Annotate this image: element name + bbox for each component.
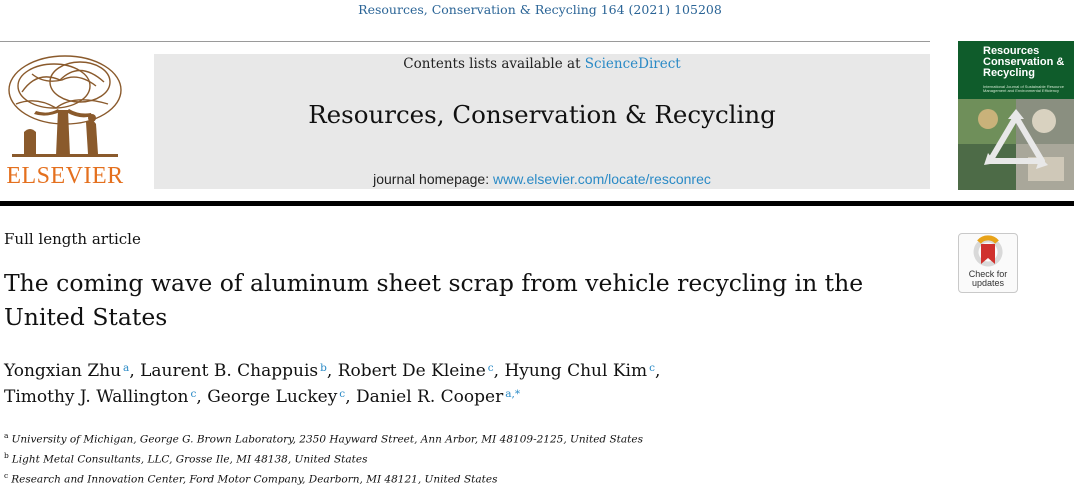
contents-prefix: Contents lists available at (403, 56, 585, 72)
cover-title-line2: Conservation & (983, 56, 1065, 68)
affiliation-text: Research and Innovation Center, Ford Motor Company, Dearborn, MI 48121, United States (11, 473, 498, 486)
check-for-updates-label (959, 270, 1017, 288)
author-name[interactable]: Timothy J. Wallington (4, 387, 189, 407)
author-separator: , (129, 361, 141, 381)
author-affiliation-ref[interactable]: b (320, 362, 327, 374)
elsevier-wordmark: ELSEVIER (6, 163, 124, 189)
elsevier-tree-icon (2, 52, 128, 162)
affiliation-text: Light Metal Consultants, LLC, Grosse Ile, MI 48138, United States (11, 453, 368, 466)
author-separator: , (654, 361, 661, 381)
article-type: Full length article (4, 230, 141, 248)
check-updates-line1: Check for (968, 269, 1008, 279)
author-separator: , (196, 387, 208, 407)
cover-recycling-image (958, 99, 1074, 190)
author-name[interactable]: George Luckey (207, 387, 338, 407)
check-for-updates-button[interactable] (958, 233, 1018, 293)
affiliation-key: a (4, 431, 9, 440)
author-name[interactable]: Laurent B. Chappuis (140, 361, 319, 381)
journal-masthead (154, 54, 930, 189)
author-name[interactable]: Hyung Chul Kim (504, 361, 648, 381)
affiliation-key: c (4, 471, 9, 480)
homepage-prefix: journal homepage: (373, 171, 493, 187)
author-separator: , (493, 361, 505, 381)
journal-homepage-link[interactable]: www.elsevier.com/locate/resconrec (493, 171, 711, 187)
masthead-divider (0, 201, 1074, 206)
affiliation-key: b (4, 451, 9, 460)
cover-title-line1: Resources (983, 45, 1040, 57)
journal-homepage-line (154, 171, 930, 187)
journal-citation: Resources, Conservation & Recycling 164 (2021) 105208 (358, 2, 722, 17)
journal-title: Resources, Conservation & Recycling (308, 100, 776, 129)
sciencedirect-link[interactable]: ScienceDirect (584, 56, 681, 72)
author-affiliation-ref[interactable]: c (487, 362, 494, 374)
author-affiliation-ref[interactable]: a (123, 362, 130, 374)
crossmark-icon (959, 234, 1017, 270)
contents-line (154, 56, 930, 72)
elsevier-logo[interactable] (2, 52, 128, 192)
author-separator: , (345, 387, 356, 407)
affiliation-list (4, 428, 904, 488)
check-updates-line2: updates (971, 278, 1005, 288)
cover-title-line3: Recycling (983, 67, 1035, 79)
header-divider (0, 41, 930, 42)
author-list (4, 358, 944, 410)
author-affiliation-ref[interactable]: c (649, 362, 655, 374)
cover-subtitle: International Journal of Sustainable Resource Management and Environmental Efficiency (983, 85, 1064, 93)
author-line-1 (4, 358, 944, 384)
journal-cover[interactable] (958, 41, 1074, 190)
author-name[interactable]: Daniel R. Cooper (356, 387, 504, 407)
author-affiliation-ref[interactable]: a,* (505, 388, 521, 400)
author-affiliation-ref[interactable]: c (339, 388, 346, 400)
author-affiliation-ref[interactable]: c (190, 388, 197, 400)
cover-title (958, 46, 1074, 79)
author-name[interactable]: Robert De Kleine (337, 361, 486, 381)
author-name[interactable]: Yongxian Zhu (4, 361, 122, 381)
author-line-2 (4, 384, 944, 410)
affiliation-item (4, 448, 904, 468)
affiliation-text: University of Michigan, George G. Brown Laboratory, 2350 Hayward Street, Ann Arbor, MI 48109-2125, United States (11, 433, 643, 446)
affiliation-item (4, 468, 904, 488)
author-separator: , (326, 361, 338, 381)
affiliation-item (4, 428, 904, 448)
article-title: The coming wave of aluminum sheet scrap from vehicle recycling in the United States (4, 269, 864, 331)
